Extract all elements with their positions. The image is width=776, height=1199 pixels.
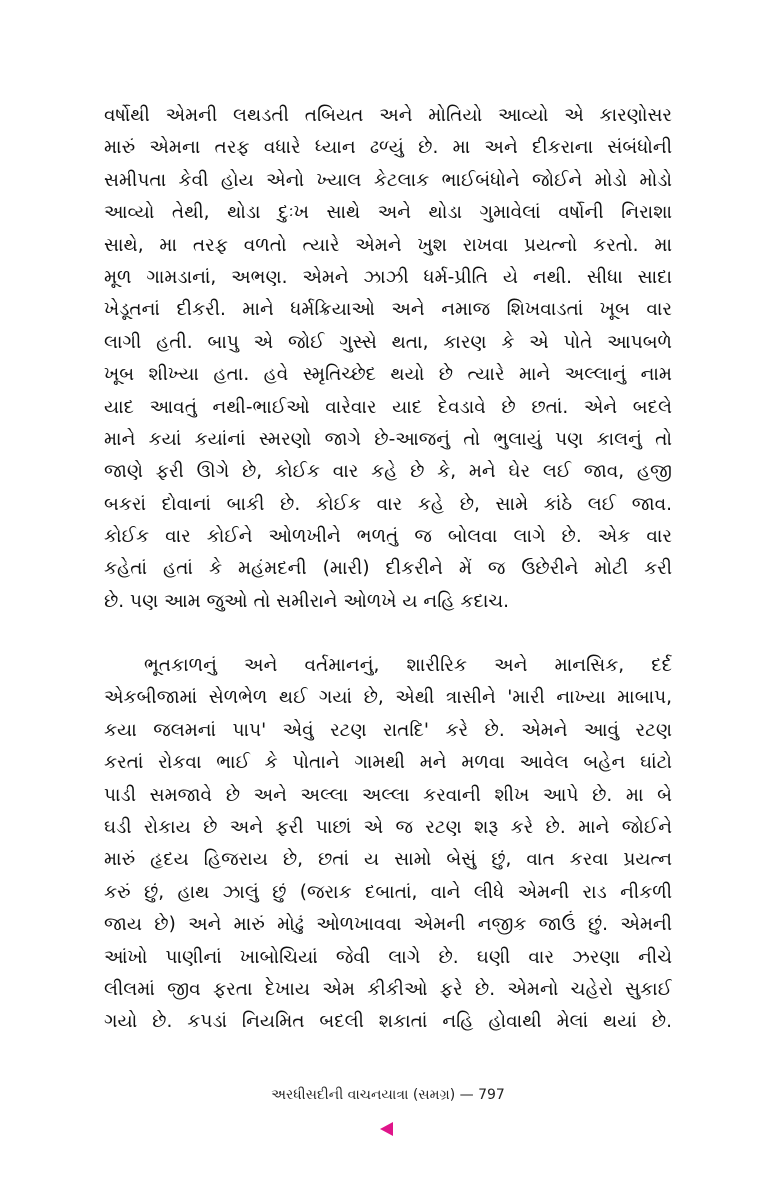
- paragraph-1: [104, 100, 672, 618]
- text-line: મૂળ ગામડાનાં, અભણ. એમને ઝાઝી ધર્મ-પ્રીતિ યે નથી. સીધા સાદા: [104, 266, 672, 288]
- text-line: સાથે, મા તરફ વળતો ત્યારે એમને ખુશ રાખવા પ્રયત્નો કરતો. મા: [104, 234, 672, 256]
- text-line: મારું એમના તરફ વધારે ધ્યાન ઢળ્યું છે. મા અને દીકરાના સંબંધોની: [104, 137, 672, 159]
- text-line: બકરાં દોવાનાં બાકી છે. કોઈક વાર કહે છે, સામે કાંઠે લઈ જાવ.: [104, 493, 672, 515]
- text-line: માને કયાં કયાંનાં સ્મરણો જાગે છે-આજનું તો ભુલાયું પણ કાલનું તો: [104, 428, 672, 450]
- text-line: સમીપતા કેવી હોય એનો ખ્યાલ કેટલાક ભાઈબંધોને જોઈને મોડો મોડો: [104, 169, 672, 191]
- text-line: કરતાં રોકવા ભાઈ કે પોતાને ગામથી મને મળવા આવેલ બહેન ઘાંટો: [104, 752, 672, 774]
- text-line: છે. પણ આમ જુઓ તો સમીરાને ઓળખે ય નહિ કદાચ.: [104, 590, 510, 612]
- text-line: લીલમાં જીવ ફરતા દેખાય એમ કીકીઓ ફરે છે. એમનો ચહેરો સુકાઈ: [104, 978, 672, 1000]
- text-line: યાદ આવતું નથી-ભાઈઓ વારેવાર યાદ દેવડાવે છે છતાં. એને બદલે: [104, 396, 672, 418]
- left-triangle-icon[interactable]: [380, 1122, 393, 1136]
- paragraph-2: [104, 650, 672, 1039]
- text-line: જાય છે) અને મારું મોઢું ઓળખાવવા એમની નજીક જાઉં છું. એમની: [104, 914, 672, 936]
- text-line: કહેતાં હતાં કે મહંમદની (મારી) દીકરીને મેં જ ઉછેરીને મોટી કરી: [104, 558, 672, 580]
- text-line: મારું હૃદય હિજરાય છે, છતાં ય સામો બેસું છું, વાત કરવા પ્રયત્ન: [104, 849, 672, 871]
- text-line: કોઈક વાર કોઈને ઓળખીને ભળતું જ બોલવા લાગે છે. એક વાર: [104, 526, 672, 548]
- page-footer: અરધીસદીની વાચનયાત્રા (સમગ્ર) — 797: [271, 1087, 505, 1103]
- text-line: ખૂબ શીખ્યા હતા. હવે સ્મૃતિચ્છેદ થયો છે ત્યારે માને અલ્લાનું નામ: [104, 364, 672, 386]
- text-line: વર્ષોથી એમની લથડતી તબિયત અને મોતિયો આવ્યો એ કારણોસર: [104, 105, 672, 126]
- text-line: એકબીજામાં સેળભેળ થઈ ગયાં છે, એથી ત્રાસીને 'મારી નાખ્યા માબાપ,: [104, 687, 672, 709]
- text-line: જાણે ફરી ઊગે છે, કોઈક વાર કહે છે કે, મને ઘેર લઈ જાવ, હજી: [104, 461, 672, 483]
- text-line: આંખો પાણીનાં ખાબોચિયાં જેવી લાગે છે. ઘણી વાર ઝરણા નીચે: [104, 946, 672, 968]
- text-line: ગયો છે. કપડાં નિયમિત બદલી શકાતાં નહિ હોવાથી મેલાં થયાં છે.: [104, 1011, 672, 1033]
- text-line: ભૂતકાળનું અને વર્તમાનનું, શારીરિક અને માનસિક, દર્દ: [144, 655, 672, 676]
- text-line: પાડી સમજાવે છે અને અલ્લા અલ્લા કરવાની શીખ આપે છે. મા બે: [104, 784, 672, 806]
- text-line: ઘડી રોકાય છે અને ફરી પાછાં એ જ રટણ શરૂ કરે છે. માને જોઈને: [104, 816, 672, 838]
- text-line: કરું છું, હાથ ઝાલું છું (જરાક દબાતાં, વાને લીધે એમની રાડ નીકળી: [104, 881, 672, 903]
- text-line: કયા જલમનાં પાપ' એવું રટણ રાતદિ' કરે છે. એમને આવું રટણ: [104, 719, 672, 741]
- text-line: ખેડૂતનાં દીકરી. માને ધર્મક્રિયાઓ અને નમાજ શિખવાડતાં ખૂબ વાર: [104, 299, 672, 321]
- text-line: લાગી હતી. બાપુ એ જોઈ ગુસ્સે થતા, કારણ કે એ પોતે આપબળે: [104, 331, 672, 353]
- text-line: આવ્યો તેથી, થોડા દુઃખ સાથે અને થોડા ગુમાવેલાં વર્ષોની નિરાશા: [104, 202, 672, 224]
